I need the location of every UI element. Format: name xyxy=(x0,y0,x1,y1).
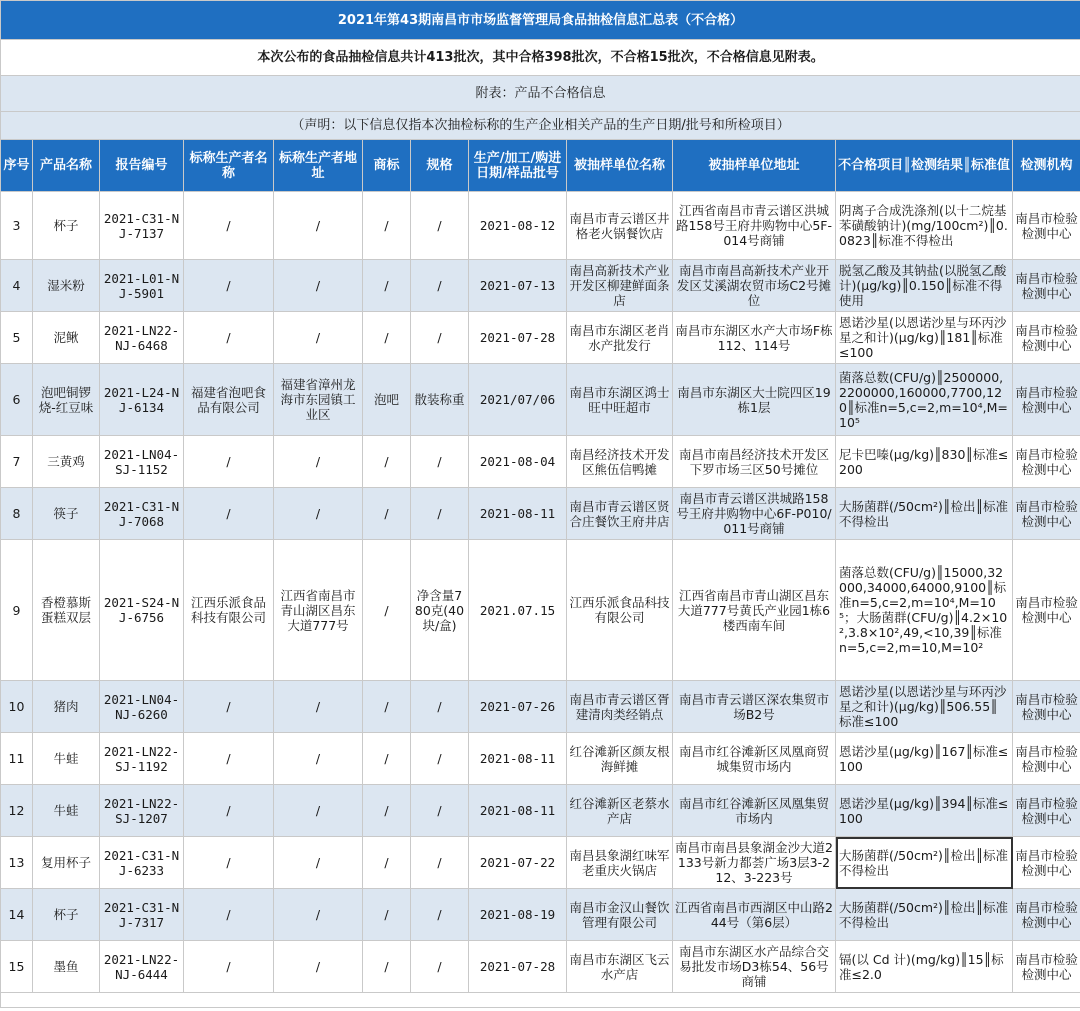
cell-lab: 南昌市检验检测中心 xyxy=(1013,260,1080,312)
cell-report: 2021-L24-NJ-6134 xyxy=(100,364,184,436)
table-row xyxy=(1,941,1080,993)
cell-spec: / xyxy=(411,260,469,312)
cell-failed-item: 菌落总数(CFU/g)║15000,32000,34000,64000,9100║标准n=5,c=2,m=10⁴,M=10⁵；大肠菌群(CFU/g)║4.2×10²,3.8×10²,49,<10,39║标准n=5,c=2,m=10,M=10² xyxy=(836,540,1013,681)
cell-product: 筷子 xyxy=(33,488,100,540)
cell-brand: / xyxy=(363,785,411,837)
cell-sampled-address: 江西省南昌市西湖区中山路244号（第6层） xyxy=(673,889,836,941)
cell-product: 牛蛙 xyxy=(33,733,100,785)
cell-failed-item: 镉(以 Cd 计)(mg/kg)║15║标准≤2.0 xyxy=(836,941,1013,993)
cell-sampled-address: 南昌市青云谱区深农集贸市场B2号 xyxy=(673,681,836,733)
cell-spec: / xyxy=(411,837,469,889)
cell-maker: / xyxy=(184,733,274,785)
cell-sampled-address: 江西省南昌市青云谱区洪城路158号王府井购物中心5F-014号商铺 xyxy=(673,192,836,260)
cell-spec: / xyxy=(411,941,469,993)
cell-failed-item: 脱氢乙酸及其钠盐(以脱氢乙酸计)(μg/kg)║0.150║标准不得使用 xyxy=(836,260,1013,312)
cell-lab: 南昌市检验检测中心 xyxy=(1013,312,1080,364)
cell-brand: / xyxy=(363,733,411,785)
table-row xyxy=(1,260,1080,312)
cell-maker: / xyxy=(184,941,274,993)
cell-failed-item: 大肠菌群(/50cm²)║检出║标准不得检出 xyxy=(836,488,1013,540)
table-row xyxy=(1,733,1080,785)
appendix-label: 附表：产品不合格信息 xyxy=(1,76,1080,112)
cell-sampled-unit: 南昌市青云谱区井格老火锅餐饮店 xyxy=(567,192,673,260)
cell-sampled-unit: 南昌市东湖区鸿士旺中旺超市 xyxy=(567,364,673,436)
cell-maker-address: / xyxy=(274,488,363,540)
cell-no: 10 xyxy=(1,681,33,733)
table-row xyxy=(1,488,1080,540)
table-row xyxy=(1,312,1080,364)
table-row xyxy=(1,192,1080,260)
summary-text: 本次公布的食品抽检信息共计413批次，其中合格398批次，不合格15批次，不合格信息见附表。 xyxy=(1,40,1080,76)
cell-sampled-address: 南昌市红谷滩新区凤凰集贸市场内 xyxy=(673,785,836,837)
cell-spec: / xyxy=(411,192,469,260)
statement-text: （声明：以下信息仅指本次抽检标称的生产企业相关产品的生产日期/批号和所检项目） xyxy=(1,112,1080,140)
cell-maker: 江西乐派食品科技有限公司 xyxy=(184,540,274,681)
col-header-date: 生产/加工/购进日期/样品批号 xyxy=(469,140,567,192)
cell-sampled-unit: 南昌市青云谱区贤合庄餐饮王府井店 xyxy=(567,488,673,540)
cell-sampled-address: 南昌市青云谱区洪城路158号王府井购物中心6F-P010/011号商铺 xyxy=(673,488,836,540)
cell-sampled-address: 南昌市东湖区水产大市场F栋112、114号 xyxy=(673,312,836,364)
cell-spec: / xyxy=(411,733,469,785)
cell-failed-item: 阴离子合成洗涤剂(以十二烷基苯磺酸钠计)(mg/100cm²)║0.0823║标准不得检出 xyxy=(836,192,1013,260)
cell-failed-item: 恩诺沙星(μg/kg)║394║标准≤100 xyxy=(836,785,1013,837)
cell-spec: / xyxy=(411,312,469,364)
col-header-sampled-address: 被抽样单位地址 xyxy=(673,140,836,192)
cell-product: 泡吧铜锣烧-红豆味 xyxy=(33,364,100,436)
cell-maker-address: / xyxy=(274,192,363,260)
cell-maker: / xyxy=(184,889,274,941)
col-header-product: 产品名称 xyxy=(33,140,100,192)
cell-sampled-address: 南昌市南昌高新技术产业开发区艾溪湖农贸市场C2号摊位 xyxy=(673,260,836,312)
cell-sampled-address: 南昌市南昌县象湖金沙大道2133号新力都荟广场3层3-212、3-223号 xyxy=(673,837,836,889)
cell-product: 香橙慕斯蛋糕双层 xyxy=(33,540,100,681)
cell-maker-address: / xyxy=(274,312,363,364)
col-header-brand: 商标 xyxy=(363,140,411,192)
cell-report: 2021-LN22-NJ-6444 xyxy=(100,941,184,993)
cell-spec: / xyxy=(411,681,469,733)
cell-spec: / xyxy=(411,889,469,941)
cell-maker: / xyxy=(184,260,274,312)
cell-report: 2021-LN22-SJ-1207 xyxy=(100,785,184,837)
cell-date: 2021-08-11 xyxy=(469,785,567,837)
cell-sampled-unit: 南昌市金汉山餐饮管理有限公司 xyxy=(567,889,673,941)
cell-maker-address: / xyxy=(274,785,363,837)
cell-sampled-address: 南昌市红谷滩新区凤凰商贸城集贸市场内 xyxy=(673,733,836,785)
cell-sampled-unit: 南昌经济技术开发区熊伍信鸭摊 xyxy=(567,436,673,488)
cell-spec: / xyxy=(411,436,469,488)
cell-brand: / xyxy=(363,436,411,488)
cell-report: 2021-LN04-NJ-6260 xyxy=(100,681,184,733)
page-title: 2021年第43期南昌市市场监督管理局食品抽检信息汇总表（不合格） xyxy=(1,1,1080,40)
cell-maker-address: / xyxy=(274,941,363,993)
cell-date: 2021-08-12 xyxy=(469,192,567,260)
cell-product: 复用杯子 xyxy=(33,837,100,889)
table-row xyxy=(1,889,1080,941)
cell-product: 湿米粉 xyxy=(33,260,100,312)
cell-lab: 南昌市检验检测中心 xyxy=(1013,785,1080,837)
cell-maker: / xyxy=(184,785,274,837)
cell-sampled-unit: 南昌县象湖红味军老重庆火锅店 xyxy=(567,837,673,889)
cell-sampled-address: 南昌市东湖区大士院四区19栋1层 xyxy=(673,364,836,436)
col-header-report: 报告编号 xyxy=(100,140,184,192)
cell-lab: 南昌市检验检测中心 xyxy=(1013,192,1080,260)
cell-product: 墨鱼 xyxy=(33,941,100,993)
cell-maker: / xyxy=(184,312,274,364)
cell-maker: / xyxy=(184,192,274,260)
cell-brand: / xyxy=(363,192,411,260)
table-row xyxy=(1,785,1080,837)
cell-sampled-unit: 红谷滩新区颜友根海鲜摊 xyxy=(567,733,673,785)
table-row xyxy=(1,837,1080,889)
cell-maker: / xyxy=(184,837,274,889)
col-header-maker: 标称生产者名称 xyxy=(184,140,274,192)
cell-no: 9 xyxy=(1,540,33,681)
cell-product: 牛蛙 xyxy=(33,785,100,837)
cell-brand: / xyxy=(363,889,411,941)
cell-brand: 泡吧 xyxy=(363,364,411,436)
cell-no: 5 xyxy=(1,312,33,364)
table-row xyxy=(1,436,1080,488)
cell-maker: / xyxy=(184,681,274,733)
table-header xyxy=(1,140,1080,192)
cell-sampled-address: 江西省南昌市青山湖区昌东大道777号黄氏产业园1栋6楼西南车间 xyxy=(673,540,836,681)
table-bottom-edge xyxy=(1,993,1080,1008)
cell-maker-address: / xyxy=(274,837,363,889)
table-row xyxy=(1,364,1080,436)
cell-report: 2021-C31-NJ-7317 xyxy=(100,889,184,941)
cell-lab: 南昌市检验检测中心 xyxy=(1013,889,1080,941)
cell-date: 2021-08-04 xyxy=(469,436,567,488)
cell-sampled-unit: 江西乐派食品科技有限公司 xyxy=(567,540,673,681)
cell-maker-address: / xyxy=(274,260,363,312)
cell-brand: / xyxy=(363,941,411,993)
cell-maker-address: / xyxy=(274,733,363,785)
cell-maker: / xyxy=(184,488,274,540)
cell-product: 三黄鸡 xyxy=(33,436,100,488)
cell-no: 6 xyxy=(1,364,33,436)
cell-sampled-unit: 红谷滩新区老蔡水产店 xyxy=(567,785,673,837)
cell-maker-address: / xyxy=(274,436,363,488)
cell-failed-item: 恩诺沙星(以恩诺沙星与环丙沙星之和计)(μg/kg)║506.55║标准≤100 xyxy=(836,681,1013,733)
col-header-no: 序号 xyxy=(1,140,33,192)
col-header-spec: 规格 xyxy=(411,140,469,192)
cell-date: 2021-07-28 xyxy=(469,941,567,993)
cell-sampled-unit: 南昌高新技术产业开发区柳建鲜面条店 xyxy=(567,260,673,312)
cell-report: 2021-LN22-SJ-1192 xyxy=(100,733,184,785)
col-header-lab: 检测机构 xyxy=(1013,140,1080,192)
cell-no: 4 xyxy=(1,260,33,312)
cell-no: 15 xyxy=(1,941,33,993)
cell-report: 2021-C31-NJ-7068 xyxy=(100,488,184,540)
cell-failed-item: 恩诺沙星(μg/kg)║167║标准≤100 xyxy=(836,733,1013,785)
cell-product: 泥鳅 xyxy=(33,312,100,364)
col-header-failed-item: 不合格项目║检测结果║标准值 xyxy=(836,140,1013,192)
table-row xyxy=(1,681,1080,733)
cell-no: 14 xyxy=(1,889,33,941)
cell-maker-address: / xyxy=(274,681,363,733)
cell-lab: 南昌市检验检测中心 xyxy=(1013,488,1080,540)
cell-spec: 散装称重 xyxy=(411,364,469,436)
cell-date: 2021.07.15 xyxy=(469,540,567,681)
cell-brand: / xyxy=(363,488,411,540)
cell-date: 2021-08-11 xyxy=(469,733,567,785)
cell-lab: 南昌市检验检测中心 xyxy=(1013,364,1080,436)
cell-sampled-address: 南昌市东湖区水产品综合交易批发市场D3栋54、56号商铺 xyxy=(673,941,836,993)
cell-lab: 南昌市检验检测中心 xyxy=(1013,733,1080,785)
cell-date: 2021-07-13 xyxy=(469,260,567,312)
cell-maker-address: / xyxy=(274,889,363,941)
cell-failed-item: 菌落总数(CFU/g)║2500000,2200000,160000,7700,120║标准n=5,c=2,m=10⁴,M=10⁵ xyxy=(836,364,1013,436)
cell-report: 2021-C31-NJ-7137 xyxy=(100,192,184,260)
cell-date: 2021-07-28 xyxy=(469,312,567,364)
table-row xyxy=(1,540,1080,681)
cell-lab: 南昌市检验检测中心 xyxy=(1013,941,1080,993)
cell-maker-address: 江西省南昌市青山湖区昌东大道777号 xyxy=(274,540,363,681)
cell-date: 2021/07/06 xyxy=(469,364,567,436)
cell-lab: 南昌市检验检测中心 xyxy=(1013,837,1080,889)
cell-sampled-unit: 南昌市东湖区老肖水产批发行 xyxy=(567,312,673,364)
cell-lab: 南昌市检验检测中心 xyxy=(1013,540,1080,681)
cell-spec: / xyxy=(411,488,469,540)
cell-failed-item: 大肠菌群(/50cm²)║检出║标准不得检出 xyxy=(836,837,1013,889)
cell-product: 猪肉 xyxy=(33,681,100,733)
cell-no: 13 xyxy=(1,837,33,889)
cell-no: 3 xyxy=(1,192,33,260)
cell-failed-item: 尼卡巴嗪(μg/kg)║830║标准≤200 xyxy=(836,436,1013,488)
cell-brand: / xyxy=(363,837,411,889)
cell-date: 2021-08-19 xyxy=(469,889,567,941)
cell-failed-item: 大肠菌群(/50cm²)║检出║标准不得检出 xyxy=(836,889,1013,941)
cell-report: 2021-LN22-NJ-6468 xyxy=(100,312,184,364)
cell-no: 8 xyxy=(1,488,33,540)
cell-brand: / xyxy=(363,312,411,364)
cell-maker-address: 福建省漳州龙海市东园镇工业区 xyxy=(274,364,363,436)
cell-product: 杯子 xyxy=(33,192,100,260)
cell-brand: / xyxy=(363,260,411,312)
cell-maker: / xyxy=(184,436,274,488)
col-header-maker-address: 标称生产者地址 xyxy=(274,140,363,192)
cell-lab: 南昌市检验检测中心 xyxy=(1013,681,1080,733)
col-header-sampled-unit: 被抽样单位名称 xyxy=(567,140,673,192)
cell-maker: 福建省泡吧食品有限公司 xyxy=(184,364,274,436)
cell-spec: 净含量780克(40块/盒) xyxy=(411,540,469,681)
cell-no: 7 xyxy=(1,436,33,488)
cell-sampled-unit: 南昌市青云谱区胥建清肉类经销点 xyxy=(567,681,673,733)
cell-failed-item: 恩诺沙星(以恩诺沙星与环丙沙星之和计)(μg/kg)║181║标准≤100 xyxy=(836,312,1013,364)
cell-no: 11 xyxy=(1,733,33,785)
cell-brand: / xyxy=(363,540,411,681)
cell-date: 2021-08-11 xyxy=(469,488,567,540)
cell-no: 12 xyxy=(1,785,33,837)
cell-sampled-unit: 南昌市东湖区飞云水产店 xyxy=(567,941,673,993)
cell-product: 杯子 xyxy=(33,889,100,941)
cell-date: 2021-07-26 xyxy=(469,681,567,733)
cell-report: 2021-C31-NJ-6233 xyxy=(100,837,184,889)
cell-report: 2021-S24-NJ-6756 xyxy=(100,540,184,681)
cell-report: 2021-LN04-SJ-1152 xyxy=(100,436,184,488)
cell-date: 2021-07-22 xyxy=(469,837,567,889)
cell-sampled-address: 南昌市南昌经济技术开发区下罗市场三区50号摊位 xyxy=(673,436,836,488)
cell-report: 2021-L01-NJ-5901 xyxy=(100,260,184,312)
cell-brand: / xyxy=(363,681,411,733)
cell-lab: 南昌市检验检测中心 xyxy=(1013,436,1080,488)
cell-spec: / xyxy=(411,785,469,837)
